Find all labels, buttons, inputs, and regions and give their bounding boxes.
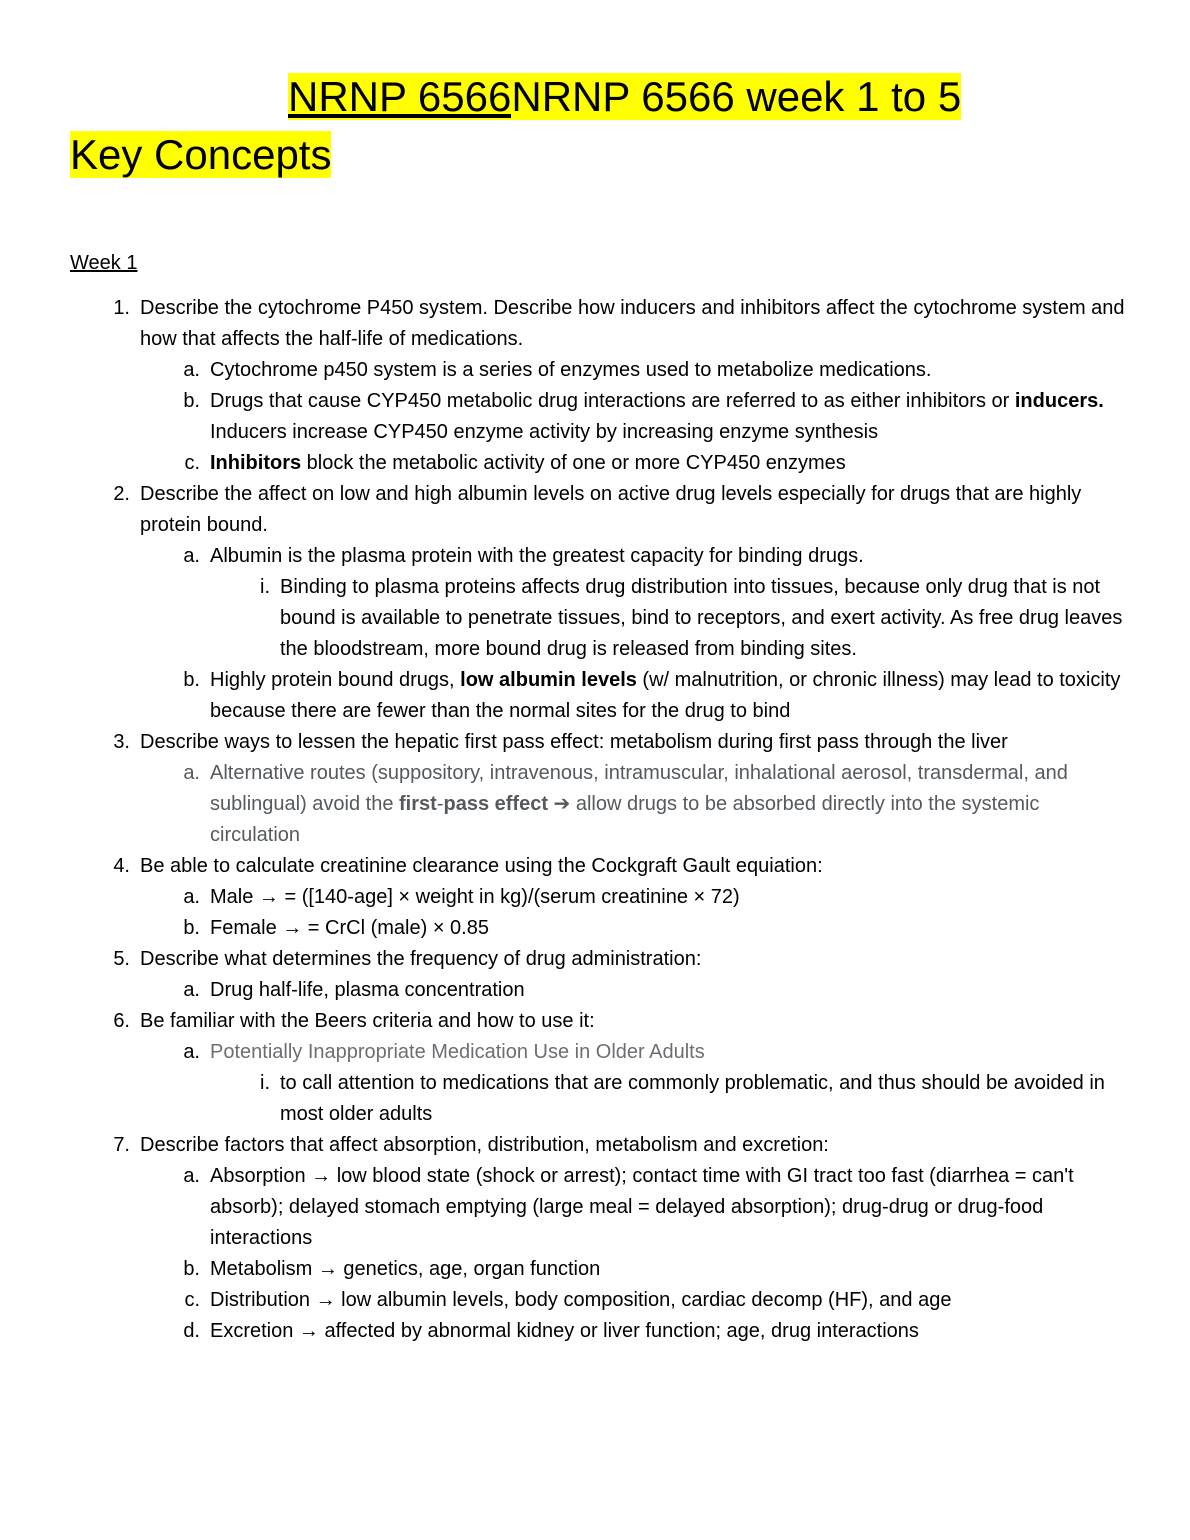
document-title [70,68,1130,184]
list-item-6a [70,1037,1130,1068]
item-text: to call attention to medications that are commonly problematic, and thus should be avoided in most older adults [280,1072,1105,1125]
week-heading: Week 1 [70,252,138,274]
item-letter: a. [183,359,200,381]
dash: - [436,793,444,815]
title-course-rest: NRNP 6566 week 1 to 5 [511,73,962,120]
item-number: 3. [113,731,130,753]
list-item-7c [70,1285,1130,1316]
item-text: Potentially Inappropriate Medication Use in Older Adults [210,1041,705,1063]
item-letter: b. [183,1258,200,1280]
list-item-7d [70,1316,1130,1347]
list-item-1 [70,293,1130,355]
item-letter: b. [183,669,200,691]
list-item-2a [70,541,1130,572]
item-letter: a. [183,1165,200,1187]
item-number: 4. [113,855,130,877]
list-item-1c [70,448,1130,479]
list-item-6 [70,1006,1130,1037]
list-item-1b [70,386,1130,448]
list-item-2a-i [70,572,1130,665]
item-text: Drug half-life, plasma concentration [210,979,525,1001]
list-item-4a [70,882,1130,913]
list-item-7 [70,1130,1130,1161]
item-text: Describe the cytochrome P450 system. Describe how inducers and inhibitors affect the cytochrome system and how that affects the half-life of medications. [140,297,1125,350]
item-text: Absorption → low blood state (shock or arrest); contact time with GI tract too fast (diarrhea = can't absorb); delayed stomach emptying (large meal = delayed absorption); drug-drug or drug-food interactions [210,1165,1074,1249]
bold-term: pass effect [443,793,548,815]
item-text: Be familiar with the Beers criteria and how to use it: [140,1010,595,1032]
item-text-cont: allow drugs to be absorbed directly into the systemic circulation [210,793,1040,846]
item-text: Describe ways to lessen the hepatic first pass effect: metabolism during first pass through the liver [140,731,1008,753]
list-item-3a [70,758,1130,851]
title-subtitle: Key Concepts [70,131,332,178]
item-text: Binding to plasma proteins affects drug distribution into tissues, because only drug that is not bound is available to penetrate tissues, bind to receptors, and exert activity. As free drug leaves the bloodstream, more bound drug is released from binding sites. [280,576,1123,660]
item-number: 1. [113,297,130,319]
item-letter: a. [183,886,200,908]
bold-term: Inhibitors [210,452,302,474]
item-number: 2. [113,483,130,505]
list-item-7b [70,1254,1130,1285]
list-item-2 [70,479,1130,541]
item-text: Describe the affect on low and high albumin levels on active drug levels especially for drugs that are highly protein bound. [140,483,1082,536]
list-item-4b [70,913,1130,944]
item-letter: c. [184,452,200,474]
item-text: Metabolism → genetics, age, organ function [210,1258,601,1280]
list-item-1a [70,355,1130,386]
bold-term: low albumin levels [460,669,637,691]
item-letter: a. [183,762,200,784]
item-number: 6. [113,1010,130,1032]
item-letter: b. [183,390,200,412]
item-text: Highly protein bound drugs, [210,669,461,691]
item-text-cont: block the metabolic activity of one or more CYP450 enzymes [301,452,846,474]
item-text: Drugs that cause CYP450 metabolic drug interactions are referred to as either inhibitors or [210,390,1015,412]
item-text-cont: Inducers increase CYP450 enzyme activity by increasing enzyme synthesis [210,421,879,443]
bold-term: inducers. [1014,390,1104,412]
item-letter: a. [183,1041,200,1063]
item-text: Describe what determines the frequency of drug administration: [140,948,702,970]
item-letter: a. [183,545,200,567]
item-text: Excretion → affected by abnormal kidney or liver function; age, drug interactions [210,1320,919,1342]
item-letter: d. [183,1320,200,1342]
item-number: 7. [113,1134,130,1156]
item-number: 5. [113,948,130,970]
arrow-icon: ➔ [547,793,571,815]
title-course-underlined: NRNP 6566 [288,73,512,120]
item-roman: i. [260,576,270,598]
item-text: Male → = ([140-age] × weight in kg)/(serum creatinine × 72) [210,886,740,908]
item-text: Be able to calculate creatinine clearance using the Cockgraft Gault equiation: [140,855,823,877]
item-text: Albumin is the plasma protein with the greatest capacity for binding drugs. [210,545,864,567]
item-letter: b. [183,917,200,939]
item-text: Cytochrome p450 system is a series of enzymes used to metabolize medications. [210,359,932,381]
outline-list [70,293,1130,1347]
list-item-4 [70,851,1130,882]
list-item-5a [70,975,1130,1006]
item-roman: i. [260,1072,270,1094]
item-text-cont: (w/ malnutrition, or chronic illness) may lead to toxicity because there are fewer than the normal sites for the drug to bind [210,669,1121,722]
list-item-7a [70,1161,1130,1254]
list-item-6a-i [70,1068,1130,1130]
list-item-5 [70,944,1130,975]
item-letter: a. [183,979,200,1001]
item-text: Female → = CrCl (male) × 0.85 [210,917,489,939]
item-text: Describe factors that affect absorption, distribution, metabolism and excretion: [140,1134,829,1156]
item-text: Alternative routes (suppository, intravenous, intramuscular, inhalational aerosol, transdermal, and sublingual) avoid the [210,762,1068,815]
item-text: Distribution → low albumin levels, body composition, cardiac decomp (HF), and age [210,1289,952,1311]
item-letter: c. [184,1289,200,1311]
bold-term: first [399,793,437,815]
list-item-3 [70,727,1130,758]
list-item-2b [70,665,1130,727]
